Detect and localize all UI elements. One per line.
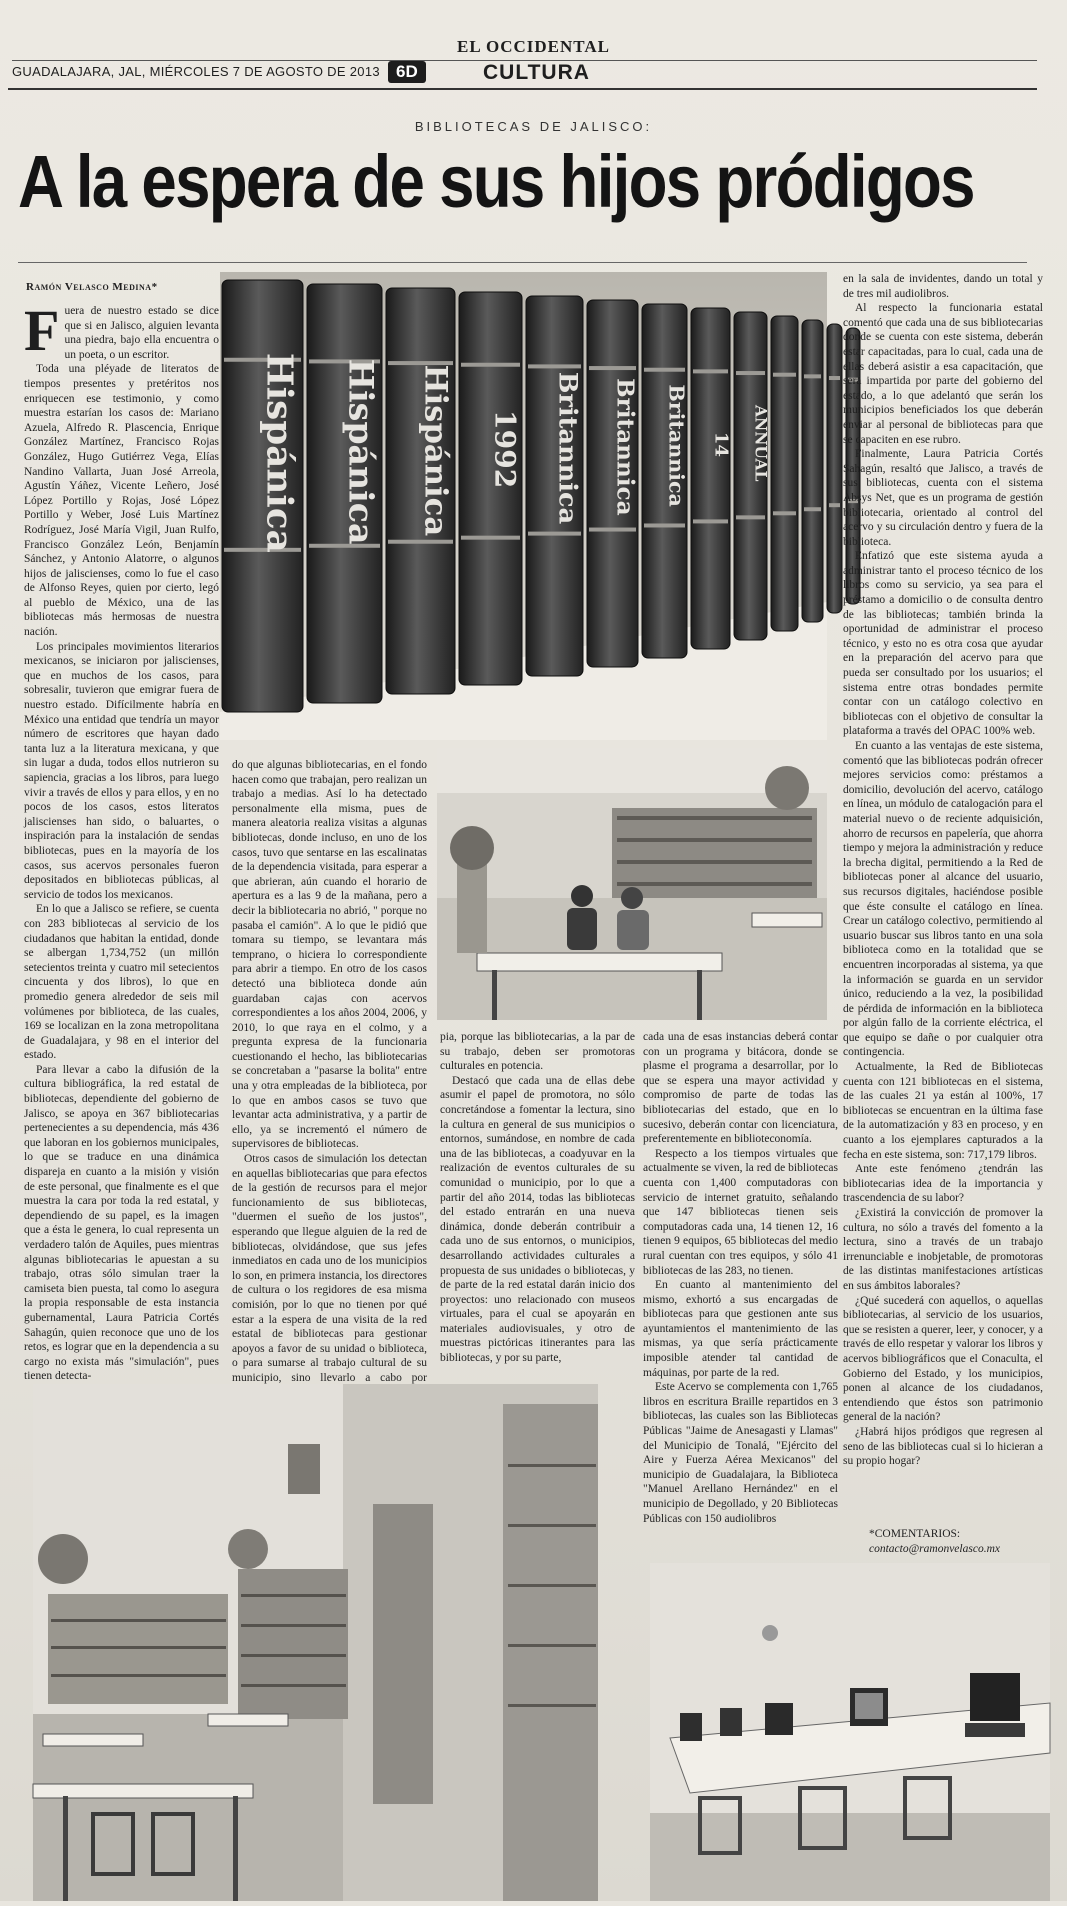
spine-band: [693, 519, 728, 523]
spine-band: [461, 363, 520, 367]
paragraph: Enfatizó que este sistema ayuda a administrar tanto el proceso técnico de los libros como su servicio, ya sea para el préstamo a domicilio o de consulta dentro de las bibliotecas; también brinda la oportunidad de administrar el proceso técnico, y esto no es otra cosa que ayudar en la preparación del acervo para que pueda ser consultado por los usuarios; el sistema entre otras bondades permite contar con un catálogo colectivo en bibliotecas con el objetivo de consultar la plataforma a través del OPAC 100% web.: [843, 550, 1043, 738]
paragraph: Al respecto la funcionaria estatal comentó que cada una de sus bibliotecarias donde se cuenta con este sistema, deberán estar capacitadas, para lo cual, cada una de ellas deberá asistir a esa capacitación, que será impartida por parte del gobierno del estado, a lo que adelantó que serán los municipios beneficiados los que deberán enviar al personal de bibliotecas para que se capaciten en ese rubro.: [843, 302, 1043, 446]
spine-band: [644, 523, 685, 527]
book-spine-label: Britannica: [552, 371, 583, 525]
paragraph: Actualmente, la Red de Bibliotecas cuenta con 121 bibliotecas en el sistema, de las cuales 21 ya están al 100%, 17 bibliotecas se encuentran en la última fase de la automatización y 83 en proceso, y en cuanto a los ejemplares capturados a la fecha en este sistema, son: 717,179 libros.: [843, 1061, 1043, 1161]
book-spine: [691, 308, 730, 649]
newspaper-brand: EL OCCIDENTAL: [457, 37, 610, 56]
article-kicker: BIBLIOTECAS DE JALISCO:: [414, 119, 653, 134]
photo-library-reading-room: [33, 1384, 598, 1901]
spine-band: [736, 515, 765, 519]
paragraph: Otros casos de simulación los detectan en aquellas bibliotecarias que para efectos de la gestión de recursos para el mejor funcionamiento de sus bibliotecas, "duermen el sueño de los justos", esperando que llegue alguien de la red de bibliotecas, olvidándose, que sus jefes inmediatos en cada uno de los municipios lo son, en primera instancia, los directores de cultura o los regidores de esa misma comisión, por lo que no tienen por qué estar a la espera de una visita de la red estatal de bibliotecas para gestionar apoyos a favor de su unidad o biblioteca, o para sumarse al trabajo cultural de su municipio, sino llevarlo a cabo por: [232, 1153, 427, 1384]
spine-band: [829, 376, 840, 380]
paragraph: Este Acervo se complementa con 1,765 libros en escritura Braille repartidos en 3 bibliotecas, las cuales son las Bibliotecas Públicas "Jaime de Anesagasti y Llamas" del Municipio de Tonalá, "Ejército del Aire y Fuerza Aérea Mexicanos" del municipio de Guadalajara, la Biblioteca "Manuel Arellano Hernández" en el municipio de Degollado, y 20 Bibliotecas Públicas con 150 audiolibros: [643, 1381, 838, 1525]
paragraph: Para llevar a cabo la difusión de la cultura bibliográfica, la red estatal de bibliotecas, dependiente del gobierno de Jalisco, se apoya en 367 bibliotecarias pertenecientes a su dependencia, más 436 que laboran en los gobiernos municipales, lo que se traduce en una dinámica dispareja en cuanto a la misión y visión de este personal, que finalmente es el que muestra la cara por toda la red estatal, y dependiendo de su papel, es la imagen que a ésta le genera, lo cual representa un verdadero talón de Aquiles, pues mientras algunas bibliotecarias le apuestan a su trabajo, otras sólo simulan traer la camiseta bien puesta, tal como lo asegura la propia responsable de esta instancia gubernamental, Laura Patricia Cortés Sahagún, quien reconoce que uno de los retos, es lograr que en la dependencia a su cargo no exista más "simulación", pues tienen detecta-: [24, 1063, 219, 1383]
paragraph: Ante este fenómeno ¿tendrán las bibliotecarias idea de la importancia y trascendencia de su labor?: [843, 1163, 1043, 1205]
paragraph: En lo que a Jalisco se refiere, se cuenta con 283 bibliotecas al servicio de los ciudadanos que habitan la entidad, donde se albergan 1,734,752 (un millón setecientos treinta y cuatro mil setecientos cincuenta y dos libros), lo que en promedio genera alrededor de seis mil volúmenes por biblioteca, de las cuales, 169 se localizan en la zona metropolitana de Guadalajara, y 98 en el interior del estado.: [24, 903, 219, 1062]
spine-band: [804, 374, 821, 378]
spine-band: [528, 532, 581, 536]
paragraph: Finalmente, Laura Patricia Cortés Sahagún, resaltó que Jalisco, a través de sus bibliotecas, cuenta con el sistema Absys Net, que es un programa de gestión bibliotecaria, orientado al control del acervo y su circulación dentro y fuera de la biblioteca.: [843, 448, 1043, 548]
spine-band: [736, 371, 765, 375]
book-spine: [802, 320, 823, 622]
spine-band: [644, 368, 685, 372]
book-spine-label: Britannica: [664, 384, 689, 507]
spine-band: [829, 503, 840, 507]
paragraph: cada una de esas instancias deberá contar con un programa y bitácora, donde se plasme el programa a desarrollar, por lo que se espera una mayor actividad y compromiso de parte de todas las bibliotecarias del estado, que en lo sucesivo, deberán contar con licenciatura, preferentemente en biblioteconomía.: [643, 1031, 838, 1146]
spine-band: [461, 536, 520, 540]
photo-computer-lab: [650, 1563, 1050, 1901]
book-spine-label: ANNUAL: [751, 404, 771, 482]
article-column-3: [440, 1030, 635, 1388]
comments-block: [869, 1527, 1049, 1557]
paragraph: pia, porque las bibliotecarias, a la par de su trabajo, deben ser promotoras culturales en potencia.: [440, 1031, 635, 1073]
spine-band: [804, 507, 821, 511]
paragraph: Destacó que cada una de ellas debe asumir el papel de promotora, no sólo concretándose a fomentar la lectura, sino la cultura en general de sus municipios o entornos, sumándose, en nombre de cada una de las bibliotecas, a coadyuvar en la realización de eventos culturales de su comunidad o municipio, por lo que a partir del año 2014, todas las bibliotecas del estado entrarán en una nueva dinámica, donde deberán contribuir a cada uno de sus entornos, o municipios, desarrollando actividades culturales a propuesta de sus unidades o bibliotecas, y de parte de la red estatal darán inicio dos proyectos: uno relacionado con museos virtuales, para el cual se apoyarán en materiales audiovisuales, y otro de muestras pictóricas itinerantes para las bibliotecas, y por su parte,: [440, 1074, 635, 1365]
article-column-4: [643, 1030, 838, 1525]
book-spine-label: Hispánica: [258, 352, 301, 553]
computer-lab-illustration: [650, 1563, 1050, 1901]
article-byline: Ramón Velasco Medina*: [26, 281, 158, 293]
paragraph-text: uera de nuestro estado se dice que si en Jalisco, alguien levanta una piedra, bajo ella encuentra o un poeta, o un escritor.: [64, 305, 219, 361]
paragraph: ¿Habrá hijos pródigos que regresen al seno de las bibliotecas cual si lo hicieran a su propio hogar?: [843, 1425, 1043, 1468]
book-spine-label: Britannica: [611, 378, 639, 516]
spine-band: [528, 364, 581, 368]
book-spine-label: Hispánica: [417, 364, 454, 537]
drop-cap: F: [24, 298, 60, 363]
spine-band: [693, 369, 728, 373]
paragraph: ¿Qué sucederá con aquellos, o aquellas bibliotecarias, al servicio de los usuarios, que se resisten a querer, leer, y conocer, y a través de ello respetar y valorar los libros y acervos bibliográficos que el Conaculta, el Gobierno del Estado, y los municipios, ponen al alcance de los ciudadanos, entendiendo que éstos son patrimonio general de la nación?: [843, 1294, 1043, 1424]
paragraph: ¿Existirá la convicción de promover la cultura, no sólo a través del fomento a la lectura, sino a través de un trabajo irrenunciable e inobjetable, de promotoras de las distintas manifestaciones artísticas en sus ámbitos laborales?: [843, 1207, 1043, 1292]
book-spine: [459, 292, 522, 685]
masthead-rule: [8, 88, 1037, 90]
spine-band: [589, 528, 636, 532]
section-title: CULTURA: [483, 61, 590, 84]
article-column-2: [232, 758, 427, 1388]
paragraph: Los principales movimientos literarios mexicanos, se iniciaron por jaliscienses, que en muchos de los casos, para sobresalir, tuvieron que emigrar fuera de nuestro estado. Difícilmente habría en México una entidad que tendría un mayor número de escritores que hayan dado tanta luz a la literatura mexicana, y que sin lugar a duda, todos ellos nutrieron su sapiencia, gracias a los libros, para luego vivir a través de ellos y para ellos, y en no pocos de los casos, estos literatos jaliscienses han sido, o baluartes, o inspiración para la instalación de sendas bibliotecas, pues en la mayoría de los casos, sus acervos personales fueron depositados en bibliotecas públicas, al servicio de todos los mexicanos.: [24, 640, 219, 901]
spine-band: [589, 366, 636, 370]
spine-band: [773, 511, 796, 515]
page-number-badge: 6D: [388, 61, 426, 83]
paragraph: [24, 298, 219, 363]
dateline: GUADALAJARA, JAL, MIÉRCOLES 7 DE AGOSTO DE 2013: [12, 64, 380, 79]
encyclopedia-illustration: [220, 272, 827, 740]
paragraph: en la sala de invidentes, dando un total y de tres mil audiolibros.: [843, 273, 1043, 300]
paragraph: do que algunas bibliotecarias, en el fondo hacen como que trabajan, pero realizan un trabajo a medias. Así lo ha detectado personalmente ella misma, pues de manera aleatoria realiza visitas a algunas bibliotecas, donde incluso, en uno de los casos, tuvo que sentarse en las escalinatas de la dependencia visitada, para esperar a que abrieran, aún cuando el horario de apertura es a las 9 de la mañana, pero a decir la bibliotecaria no abrió, " porque no pasaba el camión". A lo que le pidió que tomara su tiempo, se levantara más temprano, o hiciera lo correspondiente para abrir a tiempo. En otro de los casos detectó una biblioteca donde aún guardaban cajas con acervos correspondientes a los años 2004, 2006, y 2010, lo que raya en el colmo, y a pregunta expresa de la funcionaria cuestionando el hecho, las bibliotecarias se concretaban a "pasarse la bolita" entre una y otra empleadas de la biblioteca, por lo que en ambos casos se tuvo que levantar acta administrativa, y a partir de ello, ya se incrementó el número de supervisores de bibliotecas.: [232, 759, 428, 1151]
paragraph: Toda una pléyade de literatos de tiempos presentes y pretéritos nos enriquecen ese testimonio, y como muestra estarían los casos de: Mariano Azuela, Alfredo R. Plascencia, Enrique González Martínez, Francisco Rojas González, Hugo Gutiérrez Vega, Elías Nandino Vallarta, Juan José Arreola, Agustín Yáñez, Vicente Leñero, José López Portillo y Rojas, José López Portillo y Weber, José Luis Martínez Rodríguez, José María Vigil, Juan Rulfo, Francisco González León, Benjamín Sánchez, y Antonio Alatorre, o algunos hijos de jaliscienses, como lo fue el caso de Alfonso Reyes, quien por cierto, legó al pueblo de México, una de las bibliotecas más hermosas de nuestra nación.: [24, 363, 219, 639]
article-column-5: [843, 272, 1043, 1562]
paragraph: Respecto a los tiempos virtuales que actualmente se viven, la red de bibliotecas cuenta con 1,400 computadoras con servicio de internet gratuito, señalando que 147 bibliotecas tienen seis computadoras cada una, 14 tienen 12, 16 tienen 9 equipos, 65 bibliotecas del medio rural cuentan con tres equipos, y sólo 41 bibliotecas de las 283, no tienen.: [643, 1147, 838, 1277]
book-spine-label: 14: [710, 431, 732, 457]
headline-rule: [18, 262, 1027, 263]
spine-band: [773, 373, 796, 377]
photo-library-staff: [437, 748, 827, 1020]
article-headline: A la espera de sus hijos pródigos: [18, 140, 974, 223]
spine-band: [388, 540, 453, 544]
book-spine: [827, 324, 842, 613]
paragraph: En cuanto al mantenimiento del mismo, exhortó a sus encargadas de bibliotecas para que gestionen ante sus ayuntamientos el mantenimiento de las mismas, ya que sería prácticamente imposible atender tal cantidad de máquinas, por parte de la red.: [643, 1279, 838, 1379]
book-spine: [771, 316, 798, 631]
comments-label: *COMENTARIOS:: [869, 1528, 961, 1540]
library-staff-illustration: [437, 748, 827, 1020]
book-spine-label: Hispánica: [341, 358, 381, 545]
book-spine-label: 1992: [488, 410, 522, 489]
reading-room-illustration: [33, 1384, 598, 1901]
photo-encyclopedias: [220, 272, 827, 740]
paragraph: En cuanto a las ventajas de este sistema, comentó que las bibliotecas podrán ofrecer mejores servicios como: préstamos a domicilio, devolución del acervo, catálogo en línea, un módulo de catalogación para el material nuevo o de reciente adquisición, ahorro de recursos en papelería, que ahorra tiempo y mejora la administración y reduce la brecha digital, permitiendo a la Red de bibliotecas poner al alcance del usuario, sus recursos digitales, haciéndose posible que éste consulte el catálogo en línea. Crear un catálogo colectivo, permitiendo al usuario buscar sus libros tanto en una sola biblioteca como en la totalidad que se encuentren incorporadas al sistema, ya que la información se guarda en un servidor único, reduciendo a la vez, la posibilidad de pérdida de información en la biblioteca por algún fallo de la corriente eléctrica, el que equipo se dañe o por cualquier otra contingencia.: [843, 740, 1043, 1059]
comments-email: contacto@ramonvelasco.mx: [869, 1543, 1000, 1555]
article-column-1: [24, 298, 219, 1389]
